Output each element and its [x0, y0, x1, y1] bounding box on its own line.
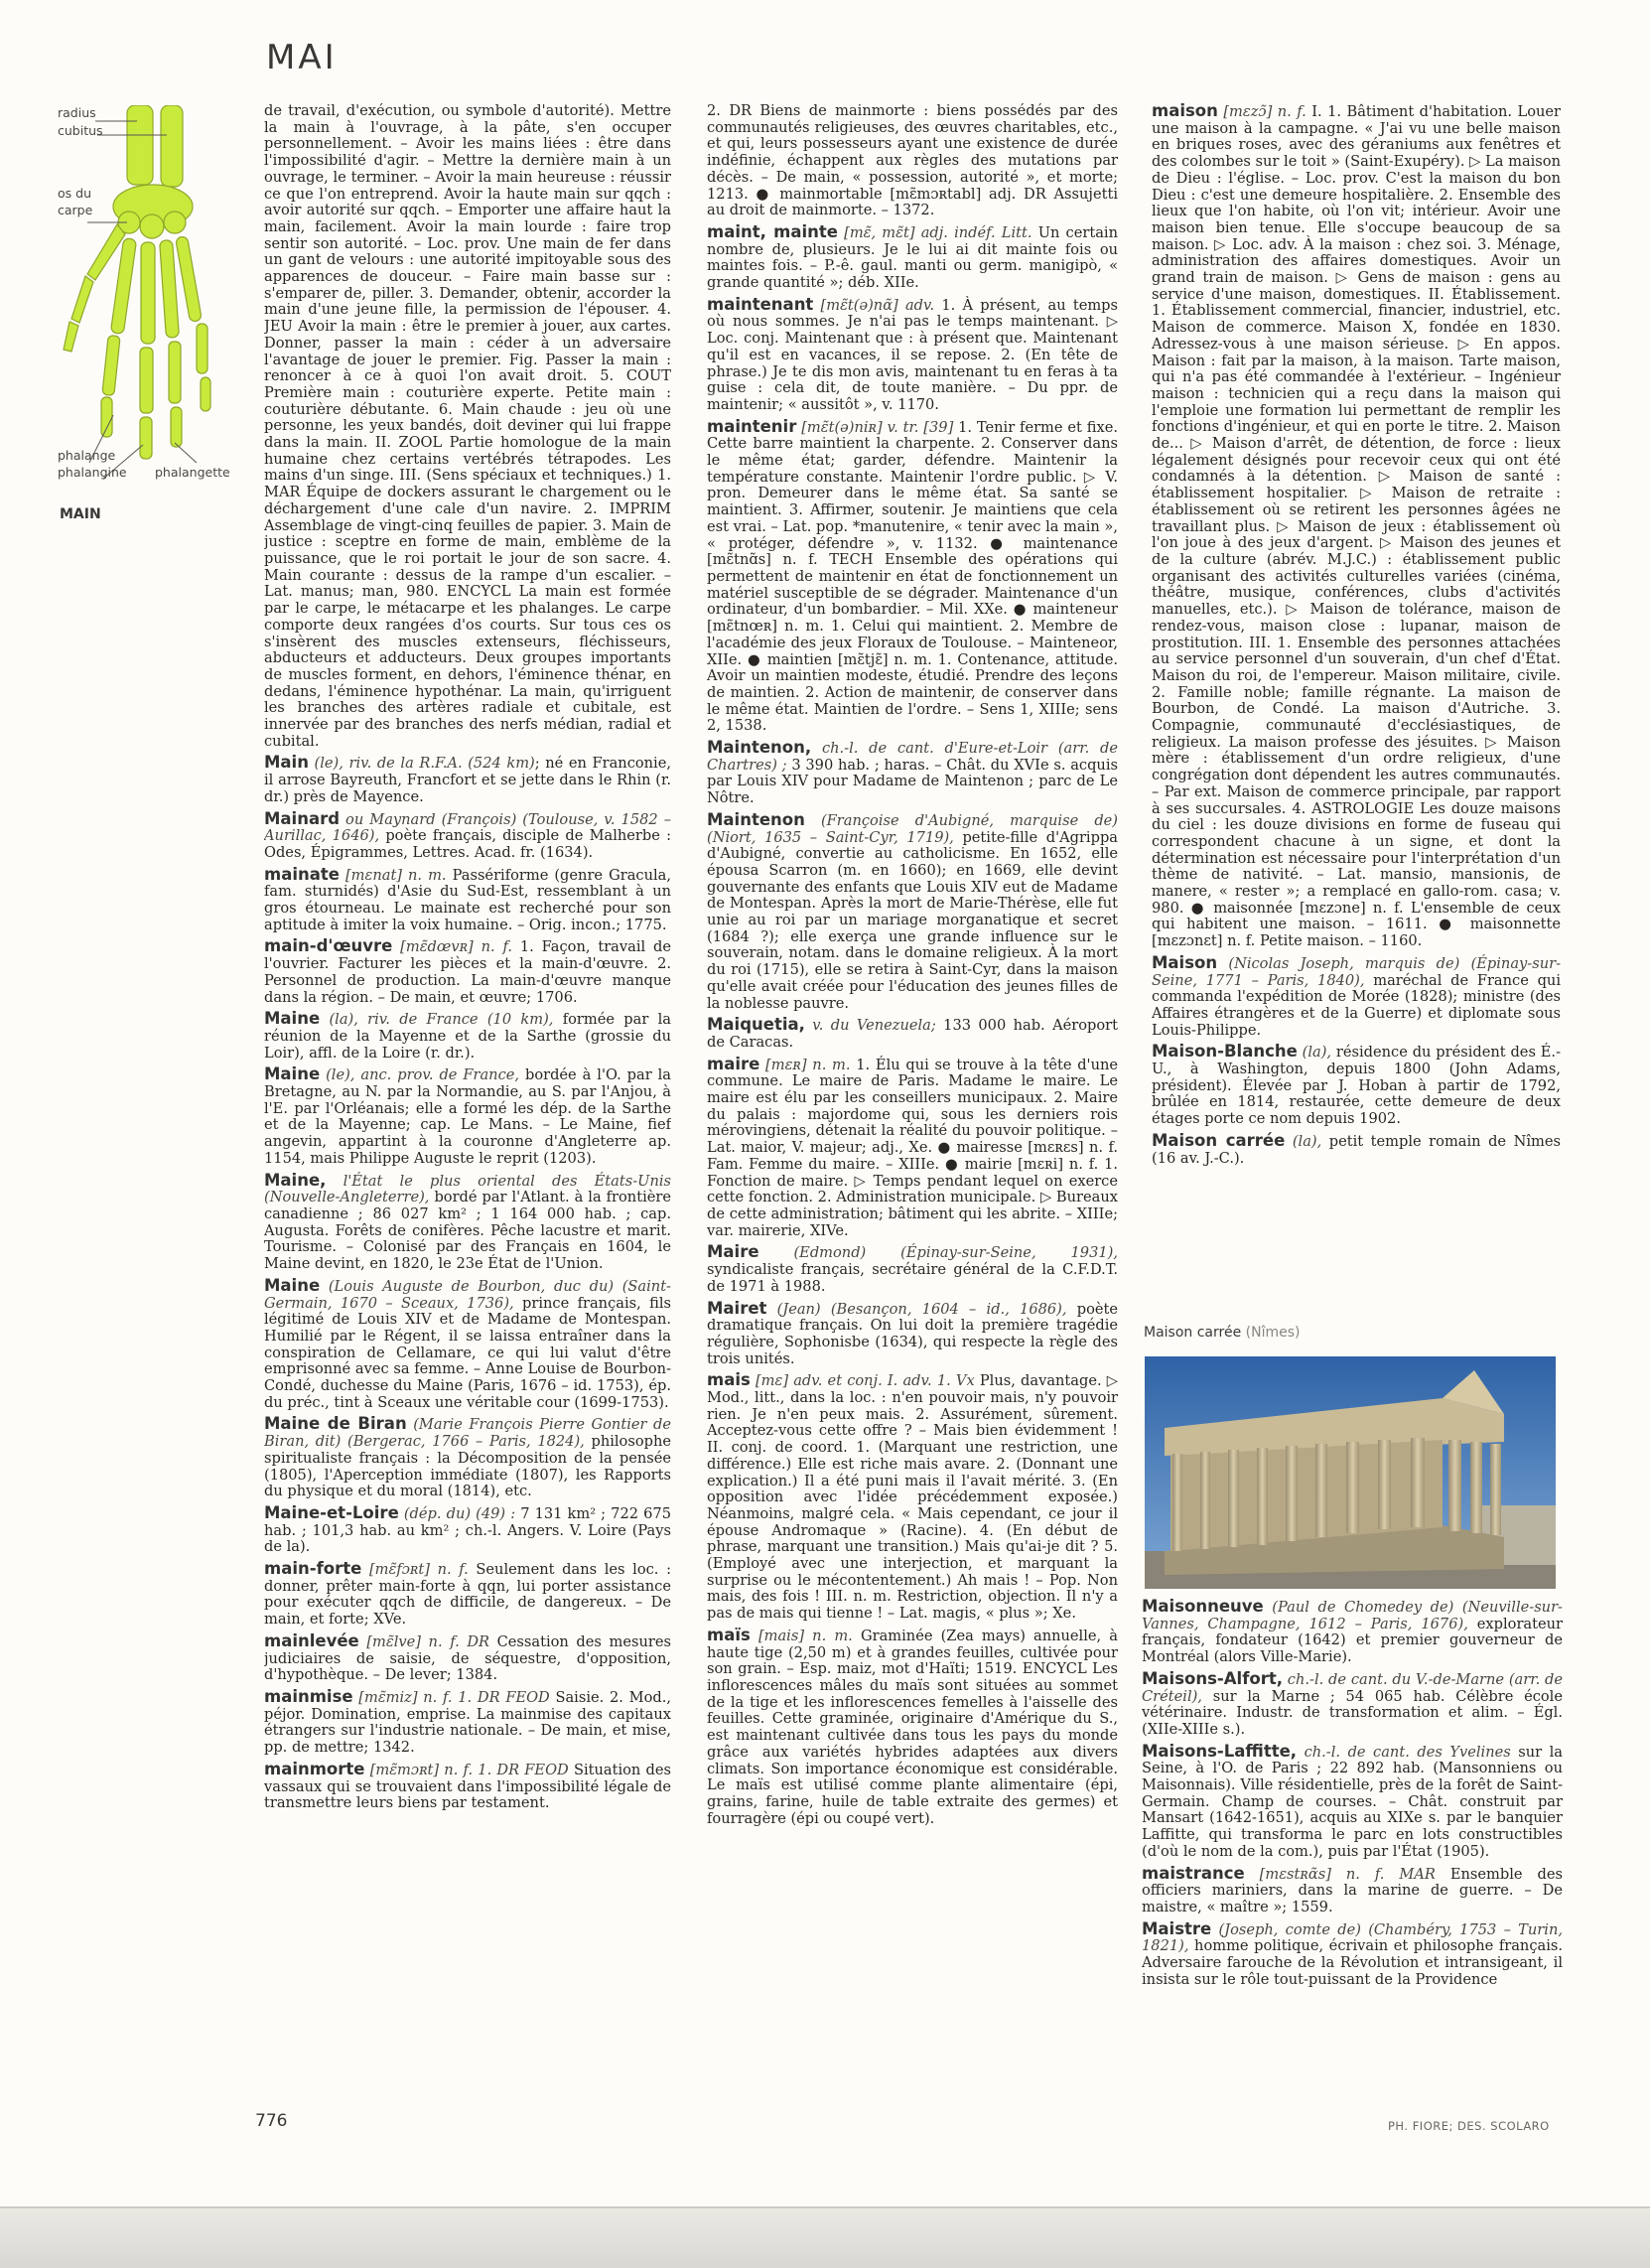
- running-head: MAI: [266, 38, 338, 77]
- entry-meta: l'État le plus oriental des États-Unis (Nouvelle-Angleterre),: [264, 1172, 671, 1206]
- dictionary-entry: [707, 294, 1118, 414]
- headword: Maisons-Alfort,: [1142, 1668, 1284, 1688]
- entry-meta: [mɛ] adv. et conj. I. adv. 1. Vx: [750, 1372, 975, 1390]
- headword: Main: [264, 753, 309, 773]
- dictionary-entry: [1152, 103, 1561, 950]
- figure-caption: MAIN: [60, 506, 101, 522]
- entry-meta: [mɛ̃mɔʀt] n. f. 1. DR FEOD: [364, 1761, 569, 1778]
- entry-definition: sur la Marne ; 54 065 hab. Célèbre école vétérinaire. Industr. de transformation et alim. – Égl. (XIIe-XIIIe s.).: [1142, 1687, 1563, 1738]
- dictionary-entry: [264, 1502, 671, 1556]
- dictionary-entry: [264, 103, 671, 750]
- headword: maïs: [707, 1625, 751, 1644]
- entry-meta: [mais] n. m.: [750, 1627, 853, 1644]
- figure-label-middle-phalanx: phalangine: [58, 465, 127, 480]
- entry-definition: petit temple romain de Nîmes (16 av. J.-C.).: [1152, 1132, 1561, 1167]
- headword: Mainard: [264, 808, 341, 828]
- entry-definition: 1. À présent, au temps où nous sommes. Je n'ai pas le temps maintenant. ▷ Loc. conj. Maintenant que : à présent que. Maintenant qu'il est en vacances, il se repose. 2. (En tête de phrase.) Je te dis mon avis, maintenant tu en feras à ta guise : cela dit, de toute manière. – Du ppr. de maintenir; « aussitôt », v. 1170.: [707, 296, 1118, 413]
- entry-definition: poète français, disciple de Malherbe : Odes, Épigrammes, Lettres. Acad. fr. (1634).: [264, 827, 671, 861]
- entry-meta: ch.-l. de cant. d'Eure-et-Loir (arr. de Chartres) ;: [707, 740, 1118, 774]
- dictionary-entry: [264, 1011, 671, 1062]
- entry-definition: Situation des vassaux qui se trouvaient dans l'impossibilité légale de transmettre leurs biens par testament.: [264, 1761, 671, 1812]
- entry-definition: maréchal de France qui commanda l'expédition de Morée (1828); ministre (des Affaires étrangères et de la Guerre) et diplomate sous Louis-Philippe.: [1152, 971, 1561, 1039]
- entry-definition: poète dramatique français. On lui doit la première tragédie régulière, Sophonisbe (1634), qui respecte la règle des trois unités.: [707, 1300, 1118, 1367]
- entry-definition: Graminée (Zea mays) annuelle, à haute tige (2,50 m) et à grandes feuilles, cultivée pour son grain. – Esp. maiz, mot d'Haïti; 1519. ENCYCL Les inflorescences mâles du maïs sont situées au sommet de la tige et les inflorescences femelles à l'aisselle des feuilles. Cette graminée, originaire d'Amérique du S., est maintenant cultivée dans tous les pays du monde grâce aux variétés hybrides adaptées aux divers climats. Son importance économique est considérable. Le maïs est utilisé comme plante alimentaire (épi, grains, farine, huile de table extraite des germes) et fourragère (épi ou coupé vert).: [707, 1627, 1118, 1827]
- entry-definition: Plus, davantage. ▷ Mod., litt., dans la loc. : n'en pouvoir mais, n'y pouvoir rien. Je n'en peux mais. 2. Assurément, sûrement. Acceptez-vous cette offre ? – Mais bien évidemment ! II. conj. de coord. 1. (Marquant une restriction, une différence.) Elle est riche mais avare. 2. (Donnant une explication.) Il a été puni mais il l'avait mérité. 3. (En opposition avec l'idée précédemment exposée.) Néanmoins, malgré cela. « Mais cependant, ce jour il épouse Andromaque » (Racine). 4. (En début de phrase, marquant une transition.) Mais qu'ai-je dit ? 5. (Employé avec une interjection, et marquant la surprise ou le mécontentement.) Ah mais ! – Pop. Non mais, des fois ! III. n. m. Restriction, objection. Il n'y a pas de mais qui tienne ! – Lat. magis, « plus »; Xe.: [707, 1372, 1118, 1623]
- figure-label-radius: radius: [58, 105, 96, 120]
- dictionary-entry: [707, 416, 1118, 735]
- headword: Maine-et-Loire: [264, 1502, 399, 1522]
- dictionary-entry: [1142, 1599, 1563, 1666]
- dictionary-entry: [1142, 1741, 1563, 1861]
- entry-meta: (la),: [1297, 1044, 1332, 1062]
- dictionary-entry: [264, 1416, 671, 1500]
- entry-definition: Passériforme (genre Gracula, fam. sturnidés) d'Asie du Sud-Est, ressemblant à un gros étourneau. Le mainate est recherché pour son aptitude à imiter la voix humaine. – Orig. incon.; 1775.: [264, 866, 671, 933]
- entry-definition: résidence du président des É.-U., à Washington, depuis 1800 (John Adams, président). Élevée par J. Hoban à partir de 1792, brûlée en 1814, restaurée, cette demeure de deux étages porte ce nom depuis 1902.: [1152, 1044, 1561, 1128]
- entry-meta: ch.-l. de cant. du V.-de-Marne (arr. de Créteil),: [1142, 1670, 1563, 1705]
- entry-definition: syndicaliste français, secrétaire général de la C.F.D.T. de 1971 à 1988.: [707, 1261, 1118, 1295]
- headword: maintenir: [707, 416, 797, 436]
- entry-meta: [mɛ̃fɔʀt] n. f.: [361, 1561, 469, 1579]
- headword: Maistre: [1142, 1918, 1212, 1938]
- entry-meta: (Jean) (Besançon, 1604 – id., 1686),: [766, 1300, 1067, 1318]
- entry-definition: Ensemble des officiers mariniers, dans la marine de guerre. – De maistre, « maître »; 1559.: [1142, 1865, 1563, 1915]
- entry-definition: explorateur français, fondateur (1642) et premier gouverneur de Montréal (alors Ville-Marie).: [1142, 1615, 1563, 1666]
- entry-definition: Un certain nombre de, plusieurs. Je le lui ai dit mainte fois ou maintes fois. – P.-ê. gaul. manti ou germ. manigipò, « grande quantité »; déb. XIIe.: [707, 223, 1118, 292]
- headword: Maine: [264, 1009, 321, 1029]
- entry-definition: formée par la réunion de la Mayenne et de la Sarthe (grossie du Loir), affl. de la Loire (r. dr.).: [264, 1011, 671, 1062]
- headword: maison: [1152, 103, 1218, 120]
- dictionary-entry: [707, 221, 1118, 292]
- dictionary-entry: [707, 740, 1118, 807]
- dictionary-entry: [707, 1244, 1118, 1295]
- entry-definition: philosophe spiritualiste français : la Décomposition de la pensée (1805), l'Aperception immédiate (1807), les Rapports du physique et du moral (1814), etc.: [264, 1433, 671, 1500]
- entry-meta: [mɛʀ] n. m.: [759, 1056, 851, 1073]
- entry-meta: (la), riv. de France (10 km),: [320, 1011, 554, 1029]
- dictionary-entry: [264, 808, 671, 862]
- entry-definition: 3 390 hab. ; haras. – Chât. du XVIe s. acquis par Louis XIV pour Madame de Maintenon ; parc de Le Nôtre.: [707, 756, 1118, 807]
- dictionary-entry: [264, 1630, 671, 1684]
- entry-meta: (Edmond) (Épinay-sur-Seine, 1931),: [758, 1244, 1118, 1262]
- dictionary-entry: [264, 1170, 671, 1273]
- entry-definition: bordé par l'Atlant. à la frontière canadienne ; 86 027 km² ; 1 164 000 hab. ; cap. Augusta. Forêts de conifères. Pêche lacustre et marit. Tourisme. – Colonisé par des Français en 1604, le Maine devint, en 1820, le 23e État de l'Union.: [264, 1189, 671, 1273]
- photo-caption-place: (Nîmes): [1245, 1325, 1301, 1341]
- entry-meta: [mɛzɔ̃] n. f.: [1217, 103, 1306, 120]
- entry-meta: (le), riv. de la R.F.A. (524 km): [308, 755, 535, 773]
- headword: Mairet: [707, 1298, 767, 1318]
- entry-definition: 2. DR Biens de mainmorte : biens possédés par des communautés religieuses, des œuvres charitables, etc., et qui, leurs possesseurs ayant une existence de durée indéfinie, échappent aux règles des mutations par décès. – De main, « possession, autorité », et morte; 1213. ● mainmortable [mɛ̃mɔʀtabl] adj. DR Assujetti au droit de mainmorte. – 1372.: [707, 103, 1118, 219]
- dictionary-entry: [264, 938, 671, 1006]
- headword: Maintenon: [707, 809, 805, 829]
- entry-definition: 1. Façon, travail de l'ouvrier. Facturer les pièces et la main-d'œuvre. 2. Personnel de production. La main-d'œuvre manque dans la région. – De main, et œuvre; 1706.: [264, 938, 671, 1006]
- headword: Maire: [707, 1242, 759, 1262]
- headword: Maintenon,: [707, 738, 812, 758]
- entry-meta: (Paul de Chomedey de) (Neuville-sur-Vannes, Champagne, 1612 – Paris, 1676),: [1142, 1599, 1563, 1632]
- headword: Maison: [1152, 952, 1218, 972]
- headword: Maisons-Laffitte,: [1142, 1741, 1298, 1761]
- column-3: [1152, 103, 1561, 1335]
- entry-meta: (Joseph, comte de) (Chambéry, 1753 – Turin, 1821),: [1142, 1920, 1563, 1955]
- column-4: [1142, 1599, 1563, 2095]
- entry-meta: [mɛ̃miz] n. f. 1. DR FEOD: [352, 1688, 550, 1706]
- entry-meta: [mɛnat] n. m.: [339, 866, 447, 884]
- entry-meta: [mɛ̃t(ə)niʀ] v. tr. [39]: [796, 418, 954, 436]
- headword: maint, mainte: [707, 221, 838, 241]
- dictionary-entry: [707, 1625, 1118, 1827]
- column-2: [707, 103, 1118, 2095]
- entry-meta: [mɛstʀɑ̃s] n. f. MAR: [1244, 1865, 1436, 1883]
- entry-meta: (dép. du) (49) :: [398, 1504, 516, 1522]
- headword: Maine,: [264, 1170, 327, 1190]
- entry-definition: de travail, d'exécution, ou symbole d'autorité). Mettre la main à l'ouvrage, à la pâte, s'en occuper personnellement. – Avoir les mains liées : être dans l'impossibilité d'agir. – Mettre la dernière main à un ouvrage, le terminer. – Avoir la main heureuse : réussir ce que l'on entreprend. Avoir la haute main sur qqch : avoir autorité sur qqch. – Emporter une affaire haut la main, facilement. Avoir la main lourde : faire trop sentir son autorité. – Loc. prov. Une main de fer dans un gant de velours : une autorité impitoyable sous des apparences de douceur. – Faire main basse sur : s'emparer de, piller. 3. Demander, obtenir, accorder la main d'une jeune fille, la permission de l'épouser. 4. JEU Avoir la main : être le premier à jouer, aux cartes. Donner, passer la main : céder à un adversaire l'avantage de jouer le premier. Fig. Passer la main : renoncer à ce à quoi l'on avait droit. 5. COUT Première main : couturière experte. Petite main : couturière débutante. 6. Main chaude : jeu où une personne, les yeux bandés, doit deviner qui lui frappe dans la main. II. ZOOL Partie homologue de la main humaine chez certains vertébrés tétrapodes. Les mains d'un singe. III. (Sens spéciaux et techniques.) 1. MAR Équipe de dockers assurant le chargement ou le déchargement d'une cale d'un navire. 2. IMPRIM Assemblage de vingt-cinq feuilles de papier. 3. Main de justice : sceptre en forme de main, emblème de la puissance, que le roi portait le jour de son sacre. 4. Main courante : dessus de la rampe d'un escalier. – Lat. manus; man, 980. ENCYCL La main est formée par le carpe, le métacarpe et les phalanges. Le carpe comporte deux rangées d'os courts. Sur tous ces os s'insèrent des muscles extenseurs, fléchisseurs, abducteurs et adducteurs. Deux groupes importants de muscles forment, en dehors, l'éminence thénar, en dedans, l'éminence hypothénar. La main, qu'irriguent les branches des artères radiale et cubitale, est innervée par des branches des nerfs médian, radial et cubital.: [264, 103, 671, 750]
- entry-definition: 1. Tenir ferme et fixe. Cette barre maintient la charpente. 2. Conserver dans le même état; garder, défendre. Maintenir la température constante. Maintenir l'ordre public. ▷ V. pron. Demeurer dans le même état. Sa santé se maintient. 3. Affirmer, soutenir. Je maintiens que cela est vrai. – Lat. pop. *manutenire, « tenir avec la main », « protéger, défendre », v. 1132. ● maintenance [mɛ̃tnɑ̃s] n. f. TECH Ensemble des opérations qui permettent de maintenir en état de fonctionnement un matériel susceptible de se dégrader. Maintenance d'un ordinateur, d'un bombardier. – Mil. XXe. ● mainteneur [mɛ̃tnœʀ] n. m. 1. Celui qui maintient. 2. Membre de l'académie des jeux Floraux de Toulouse. – Mainteneor, XIIe. ● maintien [mɛ̃tjɛ̃] n. m. 1. Contenance, attitude. Avoir un maintien modeste, étudié. Prendre des leçons de maintien. 2. Action de maintenir, de conserver dans le même état. Maintien de l'ordre. – Sens 1, XIIIe; sens 2, 1538.: [707, 418, 1118, 735]
- dictionary-entry: [707, 103, 1118, 219]
- headword: Maison-Blanche: [1152, 1042, 1298, 1062]
- headword: main-d'œuvre: [264, 936, 393, 956]
- entry-definition: bordée à l'O. par la Bretagne, au N. par la Normandie, au S. par l'Anjou, à l'E. par l'Orléanais; elle a formé les dép. de la Sarthe et de la Mayenne; cap. Le Mans. – Le Maine, fief angevin, appartint à la couronne d'Angleterre ap. 1154, mais Philippe Auguste le reprit (1203).: [264, 1066, 671, 1167]
- entry-definition: 7 131 km² ; 722 675 hab. ; 101,3 hab. au km² ; ch.-l. Angers. V. Loire (Pays de la).: [264, 1504, 671, 1556]
- dictionary-entry: [707, 809, 1118, 1012]
- entry-meta: (la),: [1285, 1132, 1322, 1150]
- maison-carree-photo: [1145, 1356, 1556, 1589]
- photo-caption: [1144, 1325, 1301, 1341]
- headword: main-forte: [264, 1559, 362, 1579]
- column-1: [264, 103, 671, 2095]
- entry-meta: [mɛ̃, mɛ̃t] adj. indéf. Litt.: [837, 223, 1032, 241]
- headword: maire: [707, 1054, 760, 1073]
- dictionary-entry: [264, 1759, 671, 1812]
- entry-meta: (Françoise d'Aubigné, marquise de) (Niort, 1635 – Saint-Cyr, 1719),: [707, 811, 1118, 846]
- dictionary-entry: [1142, 1863, 1563, 1916]
- entry-definition: I. 1. Bâtiment d'habitation. Louer une maison à la campagne. « J'ai vu une belle maison en briques roses, avec des géraniums aux fenêtres et des colombes sur le toit » (Saint-Exupéry). ▷ La maison de Dieu : l'église. – Loc. prov. C'est la maison du bon Dieu : c'est une demeure hospitalière. 2. Ensemble des lieux que l'on habite, où l'on vit; intérieur. Avoir une maison bien tenue. Elle s'occupe beaucoup de sa maison. ▷ Loc. adv. À la maison : chez soi. 3. Ménage, administration des affaires domestiques. Avoir un grand train de maison. ▷ Gens de maison : gens au service d'une maison, domestiques. II. Établissement. 1. Établissement commercial, financier, industriel, etc. Maison de commerce. Maison X, fondée en 1830. Adressez-vous à une maison sérieuse. ▷ En appos. Maison : fait par la maison, à la maison. Tarte maison, qui n'a pas été commandée à l'extérieur. – Ingénieur maison : technicien qui a reçu dans la maison qui l'emploie une formation lui permettant de remplir les fonctions d'ingénieur, et qui en porte le titre. 2. Maison de... ▷ Maison d'arrêt, de détention, de force : lieux légalement désignés pour recevoir ceux qui ont été condamnés à la détention. ▷ Maison de santé : établissement hospitalier. ▷ Maison de retraite : établissement où se retirent les personnes âgées ne travaillant plus. ▷ Maison de jeux : établissement où l'on joue à des jeux d'argent. ▷ Maison des jeunes et de la culture (abrév. M.J.C.) : établissement public organisant des activités culturelles variées (cinéma, théâtre, musique, conférences, clubs d'activités manuelles, etc.). ▷ Maison de tolérance, maison de rendez-vous, maison close : lupanar, maison de prostitution. III. 1. Ensemble des personnes attachées au service personnel d'un souverain, d'un chef d'État. Maison du roi, de l'empereur. Maison militaire, civile. 2. Famille noble; famille régnante. La maison de Bourbon, de Condé. La maison d'Autriche. 3. Compagnie, communauté d'ecclésiastiques, de religieux. La maison professe des jésuites. ▷ Maison mère : établissement d'un ordre religieux, d'une congrégation dont dépendent les autres communautés. – Par ext. Maison de commerce principale, par rapport à ses succursales. 4. ASTROLOGIE Les douze maisons du ciel : les douze divisions en forme de fuseau qui correspondent chacune à un signe, et dont la détermination est nécessaire pour l'interprétation d'un thème de nativité. – Lat. mansio, mansionis, de manere, « rester »; a remplacé en gallo-rom. casa; v. 980. ● maisonnée [mɛzɔne] n. f. L'ensemble de ceux qui habitent une maison. – 1611. ● maisonnette [mɛzɔnɛt] n. f. Petite maison. – 1160.: [1152, 103, 1561, 950]
- photo-credit: PH. FIORE; DES. SCOLARO: [1388, 2119, 1550, 2133]
- entry-definition: ; né en Franconie, il arrose Bayreuth, Francfort et se jette dans le Rhin (r. dr.) près de Mayence.: [264, 755, 671, 805]
- entry-definition: petite-fille d'Agrippa d'Aubigné, convertie au catholicisme. En 1652, elle épousa Scarron (m. en 1660); en 1669, elle devint gouvernante des enfants que Louis XIV eut de Madame de Montespan. Après la mort de Marie-Thérèse, elle fut unie au roi par un mariage morganatique et secret (1684 ?); elle exerça une grande influence sur le souverain, notam. dans le domaine religieux. À la mort du roi (1715), elle se retira à Saint-Cyr, dans la maison qu'elle avait créée pour l'éducation des jeunes filles de la noblesse pauvre.: [707, 828, 1118, 1012]
- dictionary-entry: [707, 1298, 1118, 1368]
- entry-definition: 133 000 hab. Aéroport de Caracas.: [707, 1017, 1118, 1051]
- dictionary-entry: [264, 1561, 671, 1629]
- entry-definition: 1. Élu qui se trouve à la tête d'une commune. Le maire de Paris. Madame le maire. Le maire est élu par les conseillers municipaux. 2. Maire du palais : majordome qui, sous les derniers rois mérovingiens, détenait la réalité du pouvoir politique. – Lat. maior, V. majeur; adj., Xe. ● mairesse [mɛʀɛs] n. f. Fam. Femme du maire. – XIIIe. ● mairie [mɛʀi] n. f. 1. Fonction de maire. ▷ Temps pendant lequel on exerce cette fonction. 2. Administration municipale. ▷ Bureaux de cette administration; bâtiment qui les abrite. – XIIIe; var. mairerie, XIVe.: [707, 1056, 1118, 1239]
- headword: mainlevée: [264, 1630, 359, 1650]
- figure-label-phalanx: phalange: [58, 448, 116, 463]
- entry-definition: Saisie. 2. Mod., péjor. Domination, emprise. La mainmise des capitaux étrangers sur l'industrie nationale. – De main, et mise, pp. de mettre; 1342.: [264, 1688, 671, 1757]
- dictionary-entry: [264, 1275, 671, 1412]
- entry-meta: ch.-l. de cant. des Yvelines: [1297, 1743, 1511, 1761]
- entry-meta: ou Maynard (François) (Toulouse, v. 1582 – Aurillac, 1646),: [264, 810, 671, 845]
- entry-meta: (Louis Auguste de Bourbon, duc du) (Saint-Germain, 1670 – Sceaux, 1736),: [264, 1277, 671, 1312]
- dictionary-entry: [264, 1686, 671, 1757]
- entry-meta: (Nicolas Joseph, marquis de) (Épinay-sur-Seine, 1771 – Paris, 1840),: [1152, 954, 1561, 989]
- headword: Maisonneuve: [1142, 1599, 1264, 1616]
- headword: mais: [707, 1370, 751, 1390]
- dictionary-entry: [264, 755, 671, 805]
- entry-meta: [mɛ̃dœvʀ] n. f.: [392, 938, 513, 956]
- dictionary-entry: [707, 1372, 1118, 1623]
- entry-definition: sur la Seine, à l'O. de Paris ; 22 892 hab. (Mansonniens ou Maisonnais). Ville résidentielle, près de la forêt de Saint-Germain. Champ de courses. – Chât. construit par Mansart (1642-1651), acquis au XIXe s. par le banquier Laffitte, qui transforma le parc en lots constructibles (d'où le nom de la com.), puis par l'État (1905).: [1142, 1743, 1563, 1860]
- entry-definition: Seulement dans les loc. : donner, prêter main-forte à qqn, lui porter assistance pour exécuter qqch de difficile, de dangereux. – De main, et forte; XVe.: [264, 1561, 671, 1629]
- figure-label-cubitus: cubitus: [58, 123, 103, 138]
- dictionary-entry: [264, 1066, 671, 1167]
- photo-caption-title: Maison carrée: [1144, 1325, 1242, 1341]
- dictionary-entry: [1152, 952, 1561, 1040]
- dictionary-entry: [264, 864, 671, 934]
- entry-definition: prince français, fils légitimé de Louis XIV et de Madame de Montespan. Humilié par le Régent, il se laissa entraîner dans la conspiration de Cellamare, ce qui lui valut d'être emprisonné avec sa femme. – Anne Louise de Bourbon-Condé, duchesse du Maine (Paris, 1676 – id. 1753), ép. du préc., tint à Sceaux une véritable cour (1699-1753).: [264, 1294, 671, 1411]
- dictionary-entry: [1142, 1668, 1563, 1739]
- entry-meta: v. du Venezuela;: [804, 1017, 936, 1035]
- headword: Maine de Biran: [264, 1414, 407, 1434]
- dictionary-entry: [1142, 1918, 1563, 1989]
- entry-meta: [mɛ̃t(ə)nɑ̃] adv.: [813, 296, 935, 314]
- entry-definition: Cessation des mesures judiciaires de saisie, de séquestre, d'opposition, d'hypothèque. – De lever; 1384.: [264, 1632, 671, 1684]
- headword: Maiquetia,: [707, 1015, 805, 1035]
- headword: mainate: [264, 864, 340, 884]
- headword: mainmise: [264, 1686, 353, 1706]
- scan-background: [0, 2206, 1650, 2268]
- headword: mainmorte: [264, 1759, 365, 1778]
- headword: Maine: [264, 1275, 321, 1295]
- entry-definition: homme politique, écrivain et philosophe français. Adversaire farouche de la Révolution et intransigeant, il insista sur le rôle tout-puissant de la Providence: [1142, 1937, 1563, 1988]
- dictionary-entry: [1152, 1130, 1561, 1167]
- headword: Maison carrée: [1152, 1130, 1286, 1150]
- figure-label-carpal-bone: os du carpe: [58, 186, 93, 217]
- entry-meta: [mɛ̃lve] n. f. DR: [358, 1632, 490, 1650]
- figure-label-distal-phalanx: phalangette: [155, 465, 230, 480]
- dictionary-entry: [1152, 1044, 1561, 1128]
- headword: maintenant: [707, 294, 814, 314]
- entry-meta: (le), anc. prov. de France,: [320, 1066, 520, 1084]
- headword: maistrance: [1142, 1863, 1245, 1883]
- entry-meta: (Marie François Pierre Gontier de Biran, dit) (Bergerac, 1766 – Paris, 1824),: [264, 1416, 671, 1451]
- page-number: 776: [255, 2111, 288, 2131]
- dictionary-entry: [707, 1017, 1118, 1051]
- dictionary-entry: [707, 1054, 1118, 1240]
- headword: Maine: [264, 1064, 321, 1084]
